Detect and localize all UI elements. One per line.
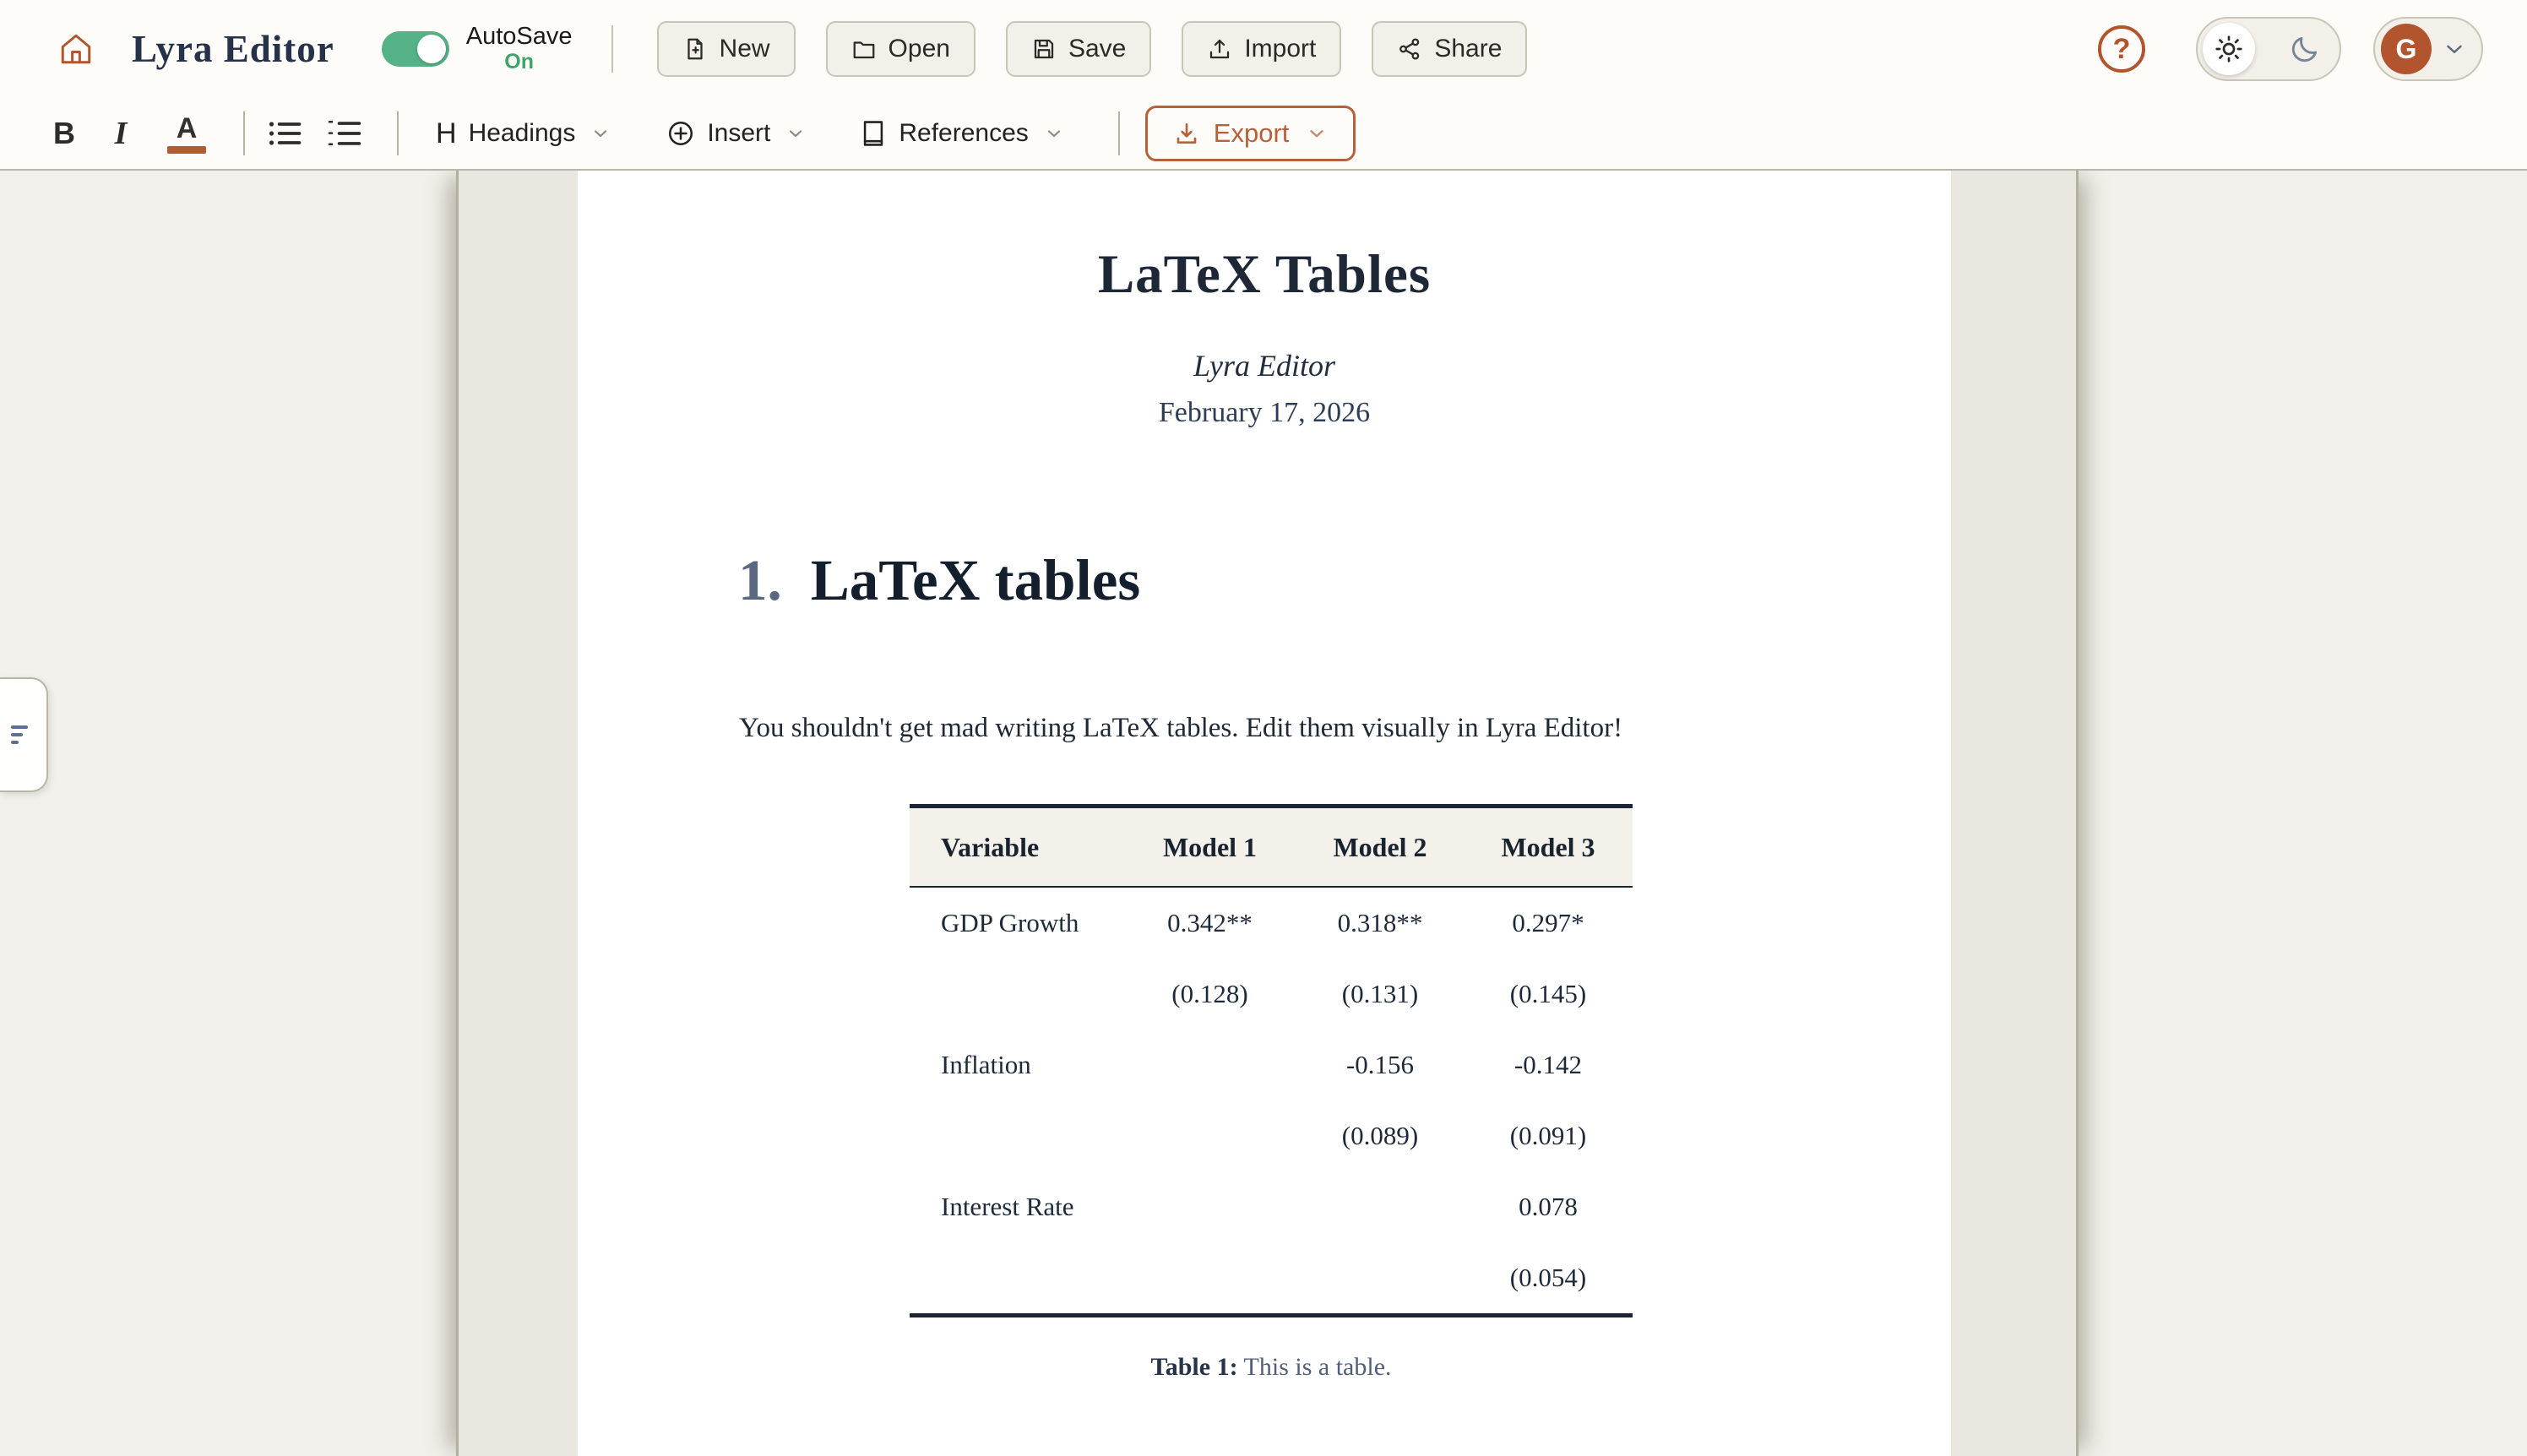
outline-drawer-handle[interactable] [0,677,48,792]
table-row [910,1242,1633,1313]
bullet-list-icon [267,117,304,149]
moon-icon [2289,33,2321,65]
export-button[interactable] [1145,106,1356,161]
document-page[interactable] [578,171,1951,1456]
file-buttons-group [657,21,1528,77]
table-cell: (0.128) [1171,979,1248,1008]
export-download-icon [1173,120,1200,147]
dark-mode-option[interactable] [2289,19,2321,79]
column-header: Model 3 [1501,831,1595,862]
document-title: LaTeX Tables [1097,244,1432,305]
insert-plus-icon [666,119,695,148]
theme-toggle[interactable] [2196,17,2341,81]
section-title: LaTeX tables [810,548,1141,612]
share-button[interactable] [1372,21,1527,77]
open-button[interactable] [826,21,975,77]
autosave-toggle[interactable] [382,31,449,67]
save-icon [1031,36,1057,62]
outline-icon [11,725,28,744]
new-button-label: New [719,35,770,62]
document-author: Lyra Editor [1193,349,1335,383]
table-cell: (0.131) [1341,979,1419,1008]
avatar-initial: G [2395,33,2417,64]
text-color-button[interactable] [167,111,206,154]
table-cell: (0.054) [1509,1263,1587,1292]
text-color-swatch [167,146,206,154]
toolbar-divider [1118,111,1120,155]
account-menu[interactable] [2373,17,2483,81]
table-cell: 0.297* [1512,908,1584,937]
table-cell: 0.078 [1519,1192,1578,1221]
table-cell: Interest Rate [941,1192,1074,1221]
bold-button[interactable] [47,110,81,157]
chevron-down-icon [590,123,611,144]
table-cell: 0.318** [1337,908,1423,937]
chevron-down-icon [1306,122,1328,144]
document-date: February 17, 2026 [1158,397,1371,428]
autosave-state: On [504,50,534,74]
references-book-icon [860,119,887,148]
share-button-label: Share [1434,35,1503,62]
table-row [910,1171,1633,1242]
table-cell: 0.342** [1167,908,1253,937]
text-color-label: A [176,111,198,144]
references-menu[interactable] [860,119,1063,148]
table-caption [910,1353,1633,1382]
save-button-label: Save [1068,35,1127,62]
help-icon: ? [2112,32,2131,65]
column-header: Model 2 [1333,831,1427,862]
top-bar [0,0,2527,171]
headings-icon: H [436,117,457,149]
table-caption-text: This is a table. [1243,1353,1392,1381]
home-icon [58,31,94,67]
table-header-row [910,808,1633,886]
headings-menu[interactable] [436,117,611,150]
table-cell: GDP Growth [941,908,1079,937]
open-button-label: Open [888,35,950,62]
autosave-control [382,24,573,73]
numbered-list-button[interactable] [326,110,363,157]
new-button[interactable] [657,21,796,77]
autosave-labels [466,24,573,73]
autosave-label: AutoSave [465,23,573,51]
table-cell: Inflation [941,1050,1031,1079]
latex-table[interactable] [910,804,1633,1382]
paragraph: You shouldn't get mad writing LaTeX tables. Edit them visually in Lyra Editor! [739,713,1623,743]
toolbar-divider [243,111,245,155]
app-title: Lyra Editor [132,28,334,70]
export-label: Export [1213,118,1290,148]
table-cell: (0.091) [1509,1121,1587,1150]
column-header: Model 1 [1162,831,1258,862]
numbered-list-icon [326,117,363,149]
column-header: Variable [941,831,1040,862]
main-toolbar-row [0,0,2527,98]
headings-label: Headings [468,119,576,147]
section-number: 1. [738,548,782,612]
italic-label: I [114,116,128,151]
table-caption-label: Table 1: [1150,1353,1238,1381]
bold-label: B [53,116,75,150]
insert-menu[interactable] [666,119,806,148]
chevron-down-icon [2442,36,2467,62]
insert-label: Insert [707,119,771,147]
toolbar-divider [397,111,399,155]
table-row [910,959,1633,1030]
avatar [2381,24,2432,74]
sun-icon [2214,34,2244,64]
section-heading [738,547,1140,614]
import-button[interactable] [1182,21,1341,77]
new-file-icon [682,36,708,62]
share-icon [1397,36,1422,62]
open-folder-icon [851,36,877,62]
format-toolbar-row [0,98,2527,169]
save-button[interactable] [1006,21,1151,77]
help-button[interactable] [2098,25,2145,73]
autosave-toggle-knob [417,35,446,63]
table-cell: (0.089) [1341,1121,1419,1150]
chevron-down-icon [1044,123,1064,144]
references-label: References [899,119,1029,147]
table-row [910,1100,1633,1171]
table-cell: (0.145) [1509,979,1587,1008]
chevron-down-icon [785,123,806,144]
italic-button[interactable] [106,110,140,157]
table-bottom-rule [910,1313,1633,1317]
table-row [910,1030,1633,1100]
import-button-label: Import [1244,35,1317,62]
table-row [910,888,1633,959]
bullet-list-button[interactable] [267,110,304,157]
home-button[interactable] [57,30,95,68]
light-mode-active[interactable] [2203,23,2255,75]
toolbar-divider [611,25,613,73]
table-cell: -0.156 [1345,1050,1415,1079]
table-cell: -0.142 [1513,1050,1583,1079]
import-upload-icon [1207,36,1232,62]
